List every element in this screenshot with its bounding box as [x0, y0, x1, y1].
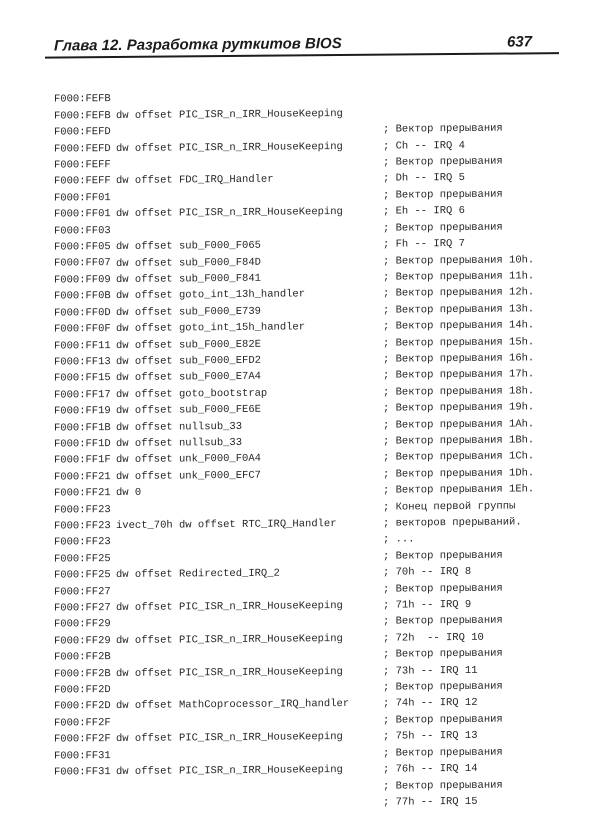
- address-cell: F000:FF01: [54, 191, 111, 205]
- comment-cell: ; Вектор прерывания 1Ch.: [383, 450, 535, 465]
- comment-cell: ; Вектор прерывания 19h.: [383, 401, 535, 415]
- listing: [54, 71, 594, 809]
- code-cell: dw offset PIC_ISR_n_IRR_HouseKeeping: [116, 206, 343, 221]
- code-cell: dw offset PIC_ISR_n_IRR_HouseKeeping: [116, 764, 343, 779]
- code-cell: dw offset goto_bootstrap: [116, 387, 268, 401]
- comment-cell: ; Вектор прерывания 10h.: [383, 253, 535, 268]
- address-cell: F000:FF13: [54, 355, 111, 369]
- address-cell: F000:FF29: [54, 634, 111, 648]
- address-cell: F000:FF27: [54, 602, 111, 615]
- code-cell: dw offset MathCoprocessor_IRQ_handler: [116, 698, 350, 713]
- address-cell: F000:FF27: [54, 585, 111, 599]
- code-cell: dw offset sub_F000_F065: [116, 239, 261, 254]
- address-cell: F000:FF23: [54, 520, 111, 533]
- address-cell: F000:FF0F: [54, 323, 111, 336]
- address-cell: F000:FF2F: [54, 733, 111, 746]
- address-cell: F000:FF2B: [54, 651, 111, 664]
- code-cell: dw offset sub_F000_FE6E: [116, 403, 261, 418]
- comment-cell: ; 72h -- IRQ 10: [383, 631, 484, 645]
- address-cell: F000:FF2D: [54, 684, 111, 697]
- address-cell: F000:FF2D: [54, 700, 111, 713]
- comment-cell: ; Вектор прерывания 11h.: [383, 270, 535, 284]
- code-cell: dw offset sub_F000_E82E: [116, 338, 261, 352]
- comment-cell: ; Вектор прерывания 15h.: [383, 335, 535, 350]
- address-cell: F000:FEFD: [54, 142, 111, 156]
- code-cell: dw offset PIC_ISR_n_IRR_HouseKeeping: [116, 107, 343, 122]
- address-cell: F000:FF07: [54, 257, 111, 271]
- comment-cell: ; Вектор прерывания: [383, 713, 503, 727]
- address-cell: F000:FF09: [54, 273, 111, 287]
- comment-cell: ; Вектор прерывания: [383, 188, 503, 202]
- comment-cell: ; Ch -- IRQ 4: [383, 139, 465, 153]
- address-cell: F000:FF1F: [54, 454, 111, 467]
- page-header: [54, 34, 532, 54]
- comment-cell: ; векторов прерываний.: [383, 516, 522, 530]
- code-cell: dw offset PIC_ISR_n_IRR_HouseKeeping: [116, 140, 343, 155]
- comment-cell: ; Вектор прерывания 12h.: [383, 286, 535, 300]
- comment-cell: ; 70h -- IRQ 8: [383, 566, 472, 579]
- comment-cell: ; 76h -- IRQ 14: [383, 762, 478, 776]
- code-cell: ivect_70h dw offset RTC_IRQ_Handler: [116, 518, 337, 532]
- address-cell: F000:FF21: [54, 470, 111, 484]
- address-cell: F000:FEFB: [54, 109, 111, 123]
- address-cell: F000:FF0B: [54, 290, 111, 303]
- address-cell: F000:FF2F: [54, 716, 111, 730]
- address-cell: F000:FF17: [54, 388, 111, 402]
- address-cell: F000:FF31: [54, 766, 111, 779]
- code-cell: dw offset PIC_ISR_n_IRR_HouseKeeping: [116, 665, 343, 680]
- comment-cell: ; Вектор прерывания: [383, 680, 503, 694]
- code-cell: dw offset Redirected_IRQ_2: [116, 567, 280, 582]
- comment-cell: ; Вектор прерывания 1Dh.: [383, 467, 535, 481]
- comment-cell: ; Вектор прерывания: [383, 549, 503, 563]
- address-cell: F000:FEFD: [54, 126, 111, 139]
- code-cell: dw offset sub_F000_E739: [116, 305, 261, 319]
- comment-cell: ; Вектор прерывания: [383, 647, 503, 661]
- comment-cell: ; Dh -- IRQ 5: [383, 172, 465, 186]
- comment-cell: ; Fh -- IRQ 7: [383, 238, 465, 251]
- comment-cell: ; Вектор прерывания: [383, 746, 503, 760]
- comment-cell: ; Eh -- IRQ 6: [383, 205, 465, 218]
- code-cell: dw offset sub_F000_F841: [116, 272, 261, 286]
- code-cell: dw offset sub_F000_E7A4: [116, 371, 261, 385]
- code-cell: dw offset nullsub_33: [116, 436, 243, 450]
- code-cell: dw offset goto_int_15h_handler: [116, 321, 306, 336]
- code-cell: dw offset sub_F000_F84D: [116, 256, 261, 270]
- address-cell: F000:FF1D: [54, 437, 111, 451]
- address-cell: F000:FF15: [54, 372, 111, 385]
- address-cell: F000:FF01: [54, 208, 111, 221]
- address-cell: F000:FF25: [54, 552, 111, 566]
- address-cell: F000:FEFB: [54, 93, 111, 106]
- address-cell: F000:FF31: [54, 749, 111, 763]
- comment-cell: ; 73h -- IRQ 11: [383, 664, 478, 678]
- comment-cell: ; 71h -- IRQ 9: [383, 598, 472, 612]
- code-cell: dw offset nullsub_33: [116, 420, 243, 434]
- address-cell: F000:FF0D: [54, 306, 111, 320]
- address-cell: F000:FF2B: [54, 667, 111, 681]
- address-cell: F000:FEFF: [54, 159, 111, 172]
- code-cell: dw offset FDC_IRQ_Handler: [116, 174, 274, 188]
- comment-cell: ; Вектор прерывания 1Eh.: [383, 483, 535, 497]
- comment-cell: ; Вектор прерывания 17h.: [383, 368, 535, 383]
- comment-cell: ; Вектор прерывания 1Bh.: [383, 434, 535, 448]
- address-cell: F000:FF11: [54, 339, 111, 353]
- comment-cell: ; Вектор прерывания 16h.: [383, 352, 535, 366]
- comment-cell: ; ...: [383, 533, 415, 547]
- comment-cell: ; 75h -- IRQ 13: [383, 730, 478, 743]
- address-cell: F000:FF03: [54, 224, 111, 238]
- code-cell: dw offset PIC_ISR_n_IRR_HouseKeeping: [116, 632, 343, 647]
- comment-cell: ; Вектор прерывания: [383, 122, 503, 136]
- comment-cell: ; Вектор прерывания 18h.: [383, 385, 535, 399]
- code-cell: dw offset PIC_ISR_n_IRR_HouseKeeping: [116, 600, 343, 615]
- comment-cell: ; Конец первой группы: [383, 500, 516, 514]
- code-cell: dw offset unk_F000_F0A4: [116, 453, 261, 467]
- address-cell: F000:FF19: [54, 405, 111, 418]
- comment-cell: ; Вектор прерывания 13h.: [383, 303, 535, 317]
- comment-cell: ; Вектор прерывания: [383, 221, 503, 235]
- address-cell: F000:FF25: [54, 569, 111, 582]
- code-cell: dw offset goto_int_13h_handler: [116, 288, 306, 303]
- address-cell: F000:FF29: [54, 618, 111, 631]
- code-cell: dw offset unk_F000_EFC7: [116, 469, 261, 483]
- address-cell: F000:FF23: [54, 503, 111, 517]
- comment-cell: ; 74h -- IRQ 12: [383, 697, 478, 711]
- page-number: 637: [506, 33, 532, 51]
- comment-cell: ; Вектор прерывания: [383, 779, 503, 793]
- comment-cell: ; Вектор прерывания: [383, 582, 503, 596]
- code-cell: dw 0: [116, 486, 142, 500]
- chapter-title: Глава 12. Разработка руткитов BIOS: [54, 35, 342, 55]
- comment-cell: ; Вектор прерывания 14h.: [383, 319, 535, 333]
- code-cell: dw offset sub_F000_EFD2: [116, 354, 261, 368]
- comment-cell: ; 77h -- IRQ 15: [383, 795, 478, 809]
- comment-cell: ; Вектор прерывания: [383, 615, 503, 629]
- address-cell: F000:FF05: [54, 241, 111, 254]
- address-cell: F000:FF21: [54, 487, 111, 500]
- address-cell: F000:FF23: [54, 536, 111, 549]
- address-cell: F000:FEFF: [54, 175, 111, 188]
- code-cell: dw offset PIC_ISR_n_IRR_HouseKeeping: [116, 731, 343, 746]
- comment-cell: ; Вектор прерывания: [383, 155, 503, 169]
- address-cell: F000:FF1B: [54, 421, 111, 435]
- comment-cell: ; Вектор прерывания 1Ah.: [383, 417, 535, 432]
